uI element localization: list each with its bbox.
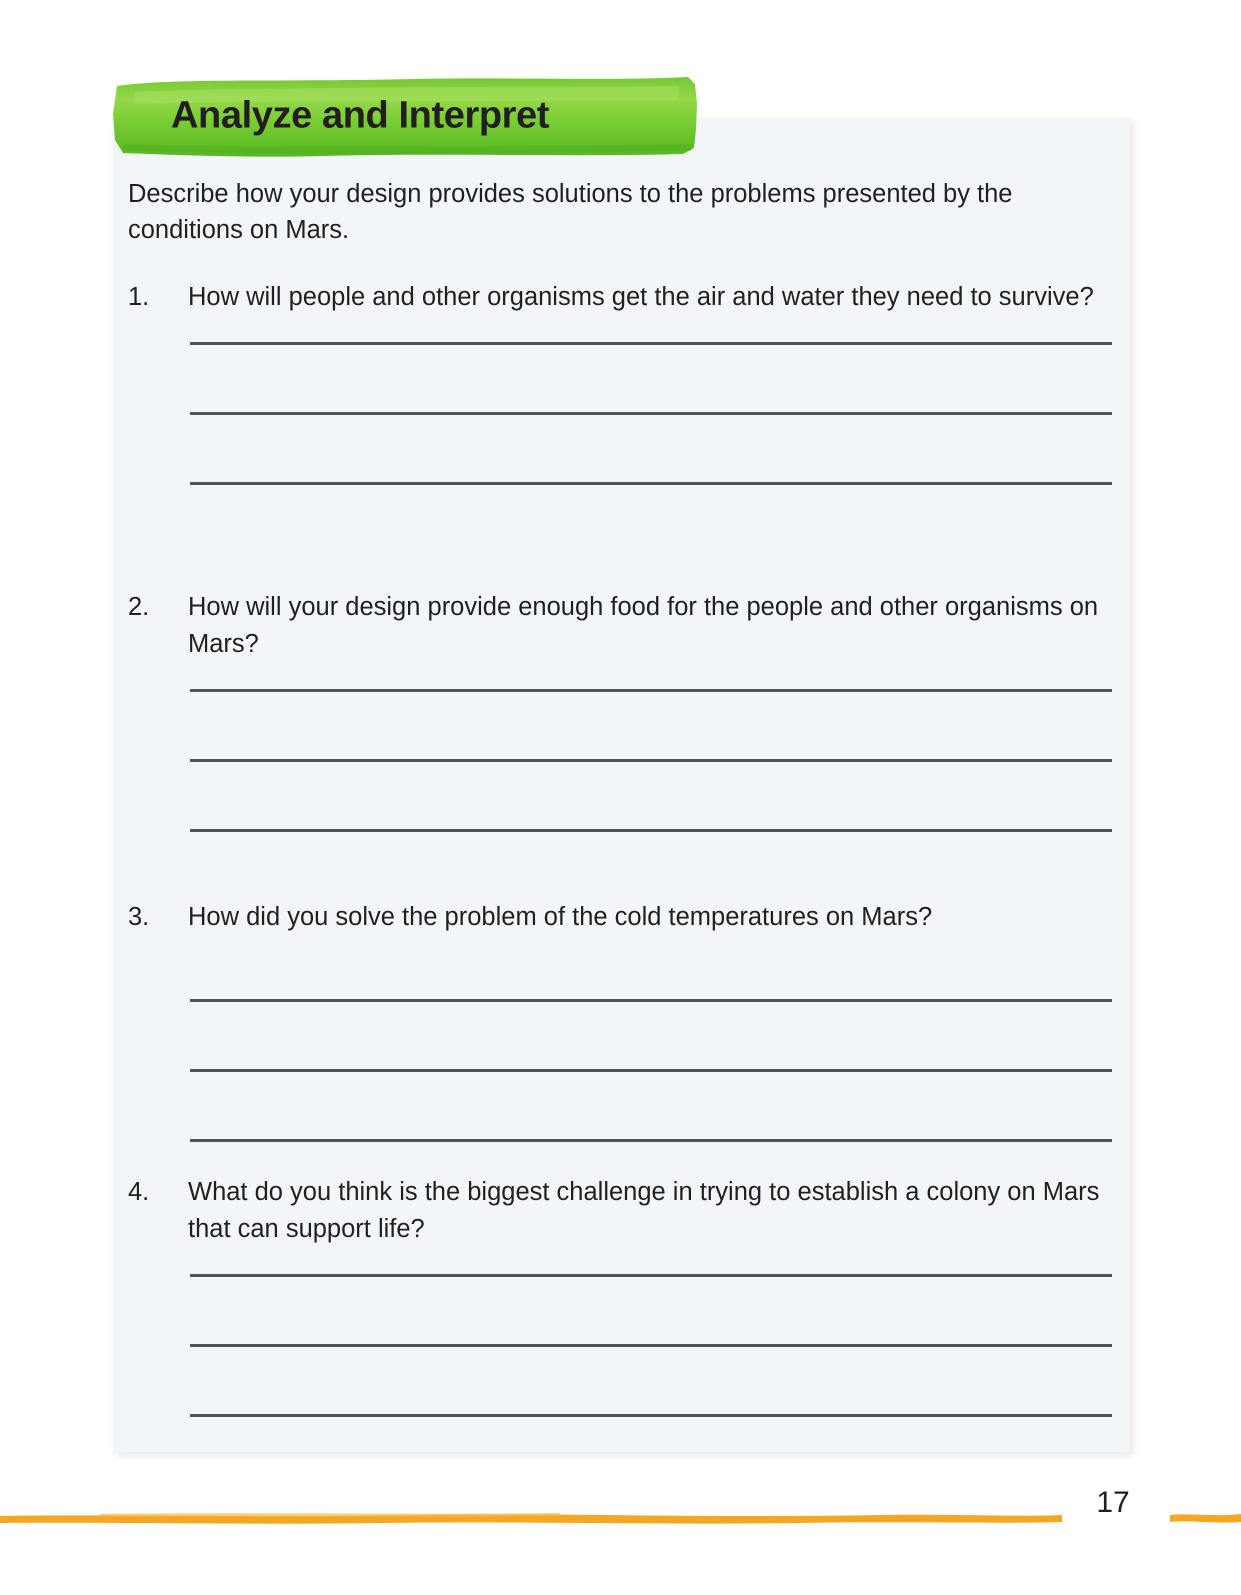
answer-line[interactable] [190, 482, 1112, 485]
question-number: 2. [128, 593, 150, 621]
answer-line[interactable] [190, 759, 1112, 762]
answer-line[interactable] [190, 412, 1112, 415]
answer-lines-2 [190, 689, 1113, 832]
footer-orange-bar-right [1170, 1512, 1241, 1523]
question-text: How did you solve the problem of the cold temperatures on Mars? [188, 903, 933, 931]
answer-line[interactable] [190, 829, 1112, 832]
question-number: 3. [128, 903, 150, 931]
question-number: 1. [128, 283, 150, 311]
question-row [128, 899, 1113, 936]
question-row [128, 589, 1113, 663]
answer-line[interactable] [190, 1274, 1112, 1277]
question-row [128, 1174, 1113, 1248]
question-block-3 [128, 899, 1113, 1142]
answer-line[interactable] [190, 1414, 1112, 1417]
page-title: Analyze and Interpret [171, 94, 550, 137]
answer-line[interactable] [190, 1344, 1112, 1347]
answer-line[interactable] [190, 1069, 1112, 1072]
footer-orange-bar-left [0, 1512, 1062, 1524]
question-block-2 [128, 589, 1113, 832]
answer-lines-3 [190, 999, 1113, 1142]
question-number: 4. [128, 1178, 150, 1206]
question-block-4 [128, 1174, 1113, 1417]
answer-lines-4 [190, 1274, 1113, 1417]
answer-line[interactable] [190, 1139, 1112, 1142]
question-text: How will your design provide enough food for the people and other organisms on Mars? [188, 593, 1099, 658]
question-text: What do you think is the biggest challenge in trying to establish a colony on Mars that can support life? [188, 1178, 1100, 1243]
answer-line[interactable] [190, 689, 1112, 692]
question-row [128, 279, 1113, 316]
answer-lines-1 [190, 342, 1113, 485]
answer-line[interactable] [190, 342, 1112, 345]
section-header [113, 74, 701, 158]
answer-line[interactable] [190, 999, 1112, 1002]
question-block-1 [128, 279, 1113, 485]
page-number: 17 [1096, 1486, 1130, 1519]
question-text: How will people and other organisms get the air and water they need to survive? [188, 283, 1094, 311]
intro-paragraph: Describe how your design provides solutions to the problems presented by the conditions on Mars. [128, 180, 1013, 244]
